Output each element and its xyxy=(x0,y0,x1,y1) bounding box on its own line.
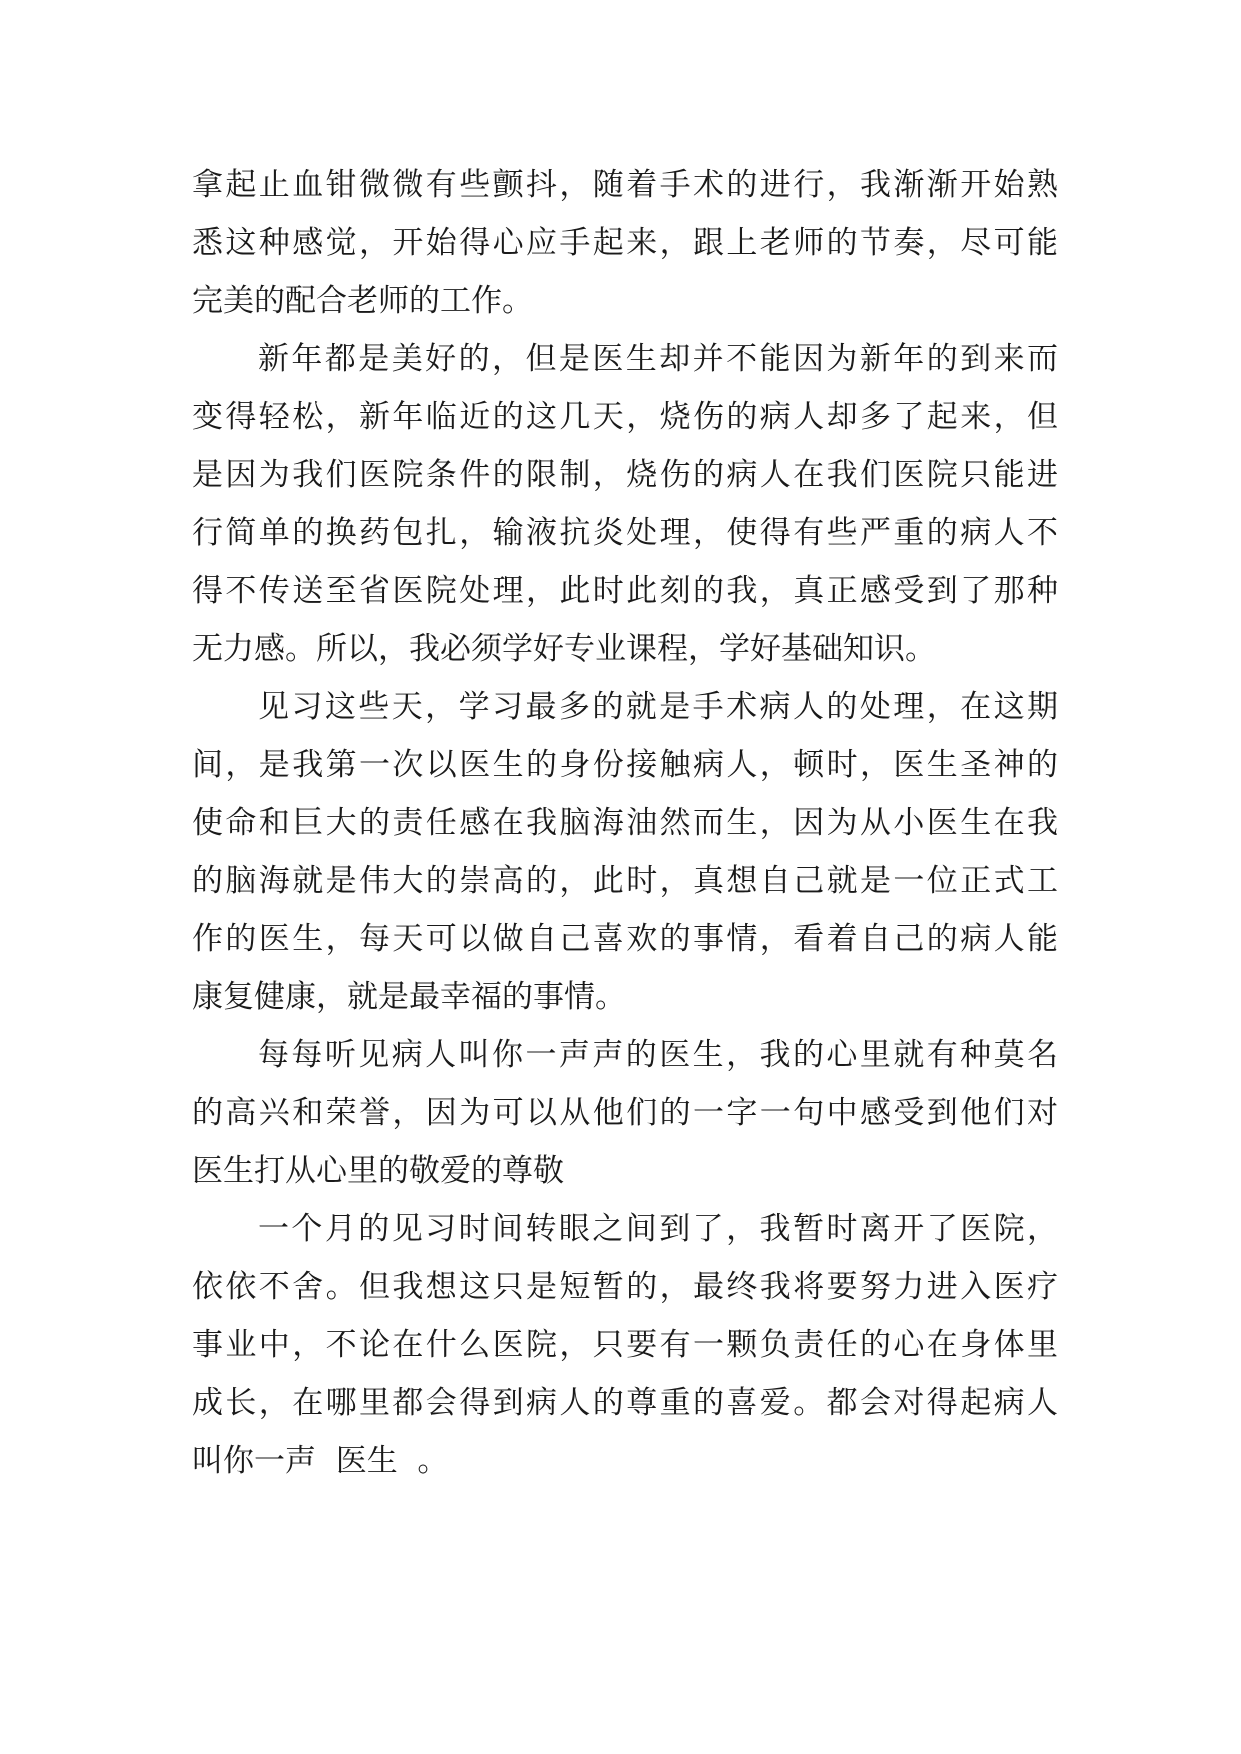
text-line: 事业中，不论在什么医院，只要有一颗负责任的心在身体里 xyxy=(192,1327,1058,1363)
text-line: 康复健康，就是最幸福的事情。 xyxy=(192,979,626,1015)
text-line: 医生打从心里的敬爱的尊敬 xyxy=(192,1153,564,1189)
paragraph xyxy=(192,156,1058,330)
text-line: 完美的配合老师的工作。 xyxy=(192,283,533,319)
text-line: 使命和巨大的责任感在我脑海油然而生，因为从小医生在我 xyxy=(192,805,1058,841)
document-body xyxy=(192,156,1058,1490)
text-line: 的脑海就是伟大的崇高的，此时，真想自己就是一位正式工 xyxy=(192,863,1058,899)
text-line: 无力感。所以，我必须学好专业课程，学好基础知识。 xyxy=(192,631,936,667)
text-line: 行简单的换药包扎，输液抗炎处理，使得有些严重的病人不 xyxy=(192,515,1058,551)
text-line: 的高兴和荣誉，因为可以从他们的一字一句中感受到他们对 xyxy=(192,1095,1058,1131)
text-line: 成长，在哪里都会得到病人的尊重的喜爱。都会对得起病人 xyxy=(192,1385,1058,1421)
text-line: 依依不舍。但我想这只是短暂的，最终我将要努力进入医疗 xyxy=(192,1269,1058,1305)
paragraph xyxy=(192,330,1058,678)
paragraph xyxy=(192,1026,1058,1200)
text-line: 新年都是美好的，但是医生却并不能因为新年的到来而 xyxy=(258,341,1058,377)
text-line: 一个月的见习时间转眼之间到了，我暂时离开了医院， xyxy=(258,1211,1058,1247)
text-line: 是因为我们医院条件的限制，烧伤的病人在我们医院只能进 xyxy=(192,457,1058,493)
text-line: 作的医生，每天可以做自己喜欢的事情，看着自己的病人能 xyxy=(192,921,1058,957)
text-line: 变得轻松，新年临近的这几天，烧伤的病人却多了起来，但 xyxy=(192,399,1058,435)
text-line: 得不传送至省医院处理，此时此刻的我，真正感受到了那种 xyxy=(192,573,1058,609)
text-line: 叫你一声 医生 。 xyxy=(192,1443,449,1479)
text-line: 见习这些天，学习最多的就是手术病人的处理，在这期 xyxy=(258,689,1058,725)
text-line: 间，是我第一次以医生的身份接触病人，顿时，医生圣神的 xyxy=(192,747,1058,783)
paragraph xyxy=(192,678,1058,1026)
paragraph xyxy=(192,1200,1058,1490)
text-line: 拿起止血钳微微有些颤抖，随着手术的进行，我渐渐开始熟 xyxy=(192,167,1058,203)
text-line: 每每听见病人叫你一声声的医生，我的心里就有种莫名 xyxy=(258,1037,1058,1073)
text-line: 悉这种感觉，开始得心应手起来，跟上老师的节奏，尽可能 xyxy=(192,225,1058,261)
